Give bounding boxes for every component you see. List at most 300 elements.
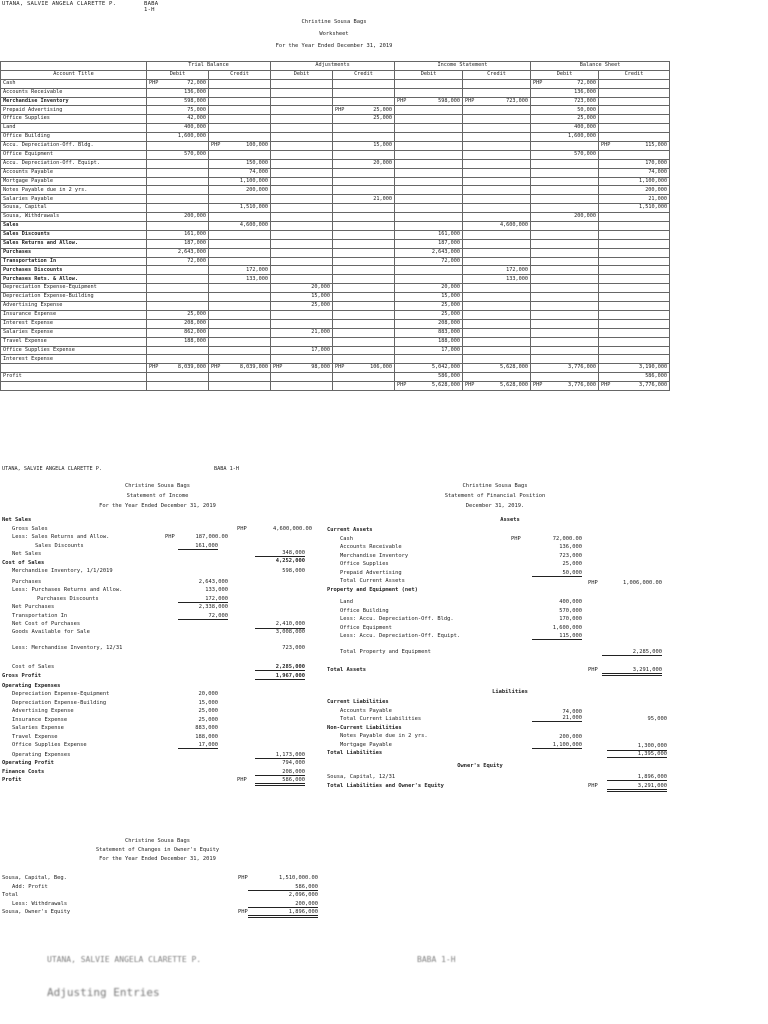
amount-cell xyxy=(209,266,271,275)
amount-cell xyxy=(531,124,599,133)
amount-cell xyxy=(531,79,599,88)
land-value: 400,000 xyxy=(559,599,582,605)
amount-cell xyxy=(209,248,271,257)
amount-value: 15,000 xyxy=(373,142,393,149)
header-group: Income Statement xyxy=(395,62,531,71)
amount-cell xyxy=(271,355,333,364)
worksheet-row xyxy=(1,364,670,373)
amount-value: 570,000 xyxy=(574,151,597,158)
profit-value: 586,000 xyxy=(255,777,305,786)
amount-cell xyxy=(599,346,670,355)
amount-cell xyxy=(271,97,333,106)
amount-cell xyxy=(209,328,271,337)
amount-cell xyxy=(333,230,395,239)
amount-cell xyxy=(271,204,333,213)
worksheet-row xyxy=(1,373,670,382)
section-code: BABA 1-H xyxy=(144,1,159,13)
amount-value: 25,000 xyxy=(441,311,461,318)
amount-cell xyxy=(395,168,463,177)
currency-label: PHP xyxy=(211,364,221,371)
header-debit: Debit xyxy=(271,70,333,79)
add-profit-label: Add: Profit xyxy=(12,883,48,890)
currency-label: PHP xyxy=(601,142,611,149)
amount-cell xyxy=(271,106,333,115)
amount-cell xyxy=(333,142,395,151)
amount-value: 598,000 xyxy=(184,97,206,104)
account-title: Office Supplies Expense xyxy=(1,346,147,355)
amount-cell xyxy=(531,213,599,222)
amount-cell xyxy=(271,222,333,231)
amount-cell xyxy=(209,364,271,373)
account-title: Cash xyxy=(1,79,147,88)
amount-cell xyxy=(395,355,463,364)
amount-value: 5,042,000 xyxy=(431,364,461,371)
account-title: Sousa, Capital xyxy=(1,204,147,213)
amount-value: 25,000 xyxy=(311,302,331,309)
amount-cell xyxy=(333,257,395,266)
amount-cell xyxy=(463,195,531,204)
current-assets-heading: Current Assets xyxy=(327,527,373,533)
amount-cell xyxy=(209,382,271,391)
amount-cell xyxy=(463,88,531,97)
expense-label: Depreciation Expense-Building xyxy=(12,699,107,706)
amount-cell xyxy=(599,88,670,97)
amount-cell xyxy=(147,106,209,115)
amount-cell xyxy=(147,328,209,337)
worksheet-row xyxy=(1,382,670,391)
account-title: Purchases Rets. & Allow. xyxy=(1,275,147,284)
amount-cell xyxy=(395,79,463,88)
add-profit-value: 586,000 xyxy=(248,884,318,891)
amount-cell xyxy=(599,150,670,159)
amount-cell xyxy=(463,186,531,195)
amount-value: 4,600,000 xyxy=(239,222,269,229)
amount-cell xyxy=(271,168,333,177)
tloe-value: 3,291,000 xyxy=(607,783,667,792)
account-title: Sousa, Withdrawals xyxy=(1,213,147,222)
beg-capital-label: Sousa, Capital, Beg. xyxy=(2,875,67,881)
header-debit: Debit xyxy=(147,70,209,79)
amount-cell xyxy=(333,346,395,355)
amount-cell xyxy=(395,346,463,355)
amount-cell xyxy=(147,355,209,364)
assets-heading: Assets xyxy=(500,517,520,523)
expense-label: Depreciation Expense-Equipment xyxy=(12,691,110,697)
purchases-label: Purchases xyxy=(12,578,42,585)
amount-cell xyxy=(333,195,395,204)
account-title: Sales Discounts xyxy=(1,230,147,239)
account-title: Profit xyxy=(1,373,147,382)
worksheet-row xyxy=(1,302,670,311)
expense-label: Insurance Expense xyxy=(12,716,68,723)
expense-label: Salaries Expense xyxy=(12,725,64,731)
amount-cell xyxy=(271,230,333,239)
amount-cell xyxy=(209,159,271,168)
amount-value: 98,000 xyxy=(311,364,331,371)
opex-total-label: Operating Expenses xyxy=(12,751,71,758)
currency-label: PHP xyxy=(397,97,407,104)
amount-cell xyxy=(333,97,395,106)
opex-total-value: 1,173,000 xyxy=(255,752,305,759)
amount-cell xyxy=(147,310,209,319)
amount-cell xyxy=(463,302,531,311)
purchase-discounts-value: 172,000 xyxy=(178,596,228,603)
sales-deductions-value: 348,000 xyxy=(255,550,305,557)
amount-cell xyxy=(147,159,209,168)
currency-label: PHP xyxy=(237,777,247,783)
amount-cell xyxy=(531,373,599,382)
amount-value: 400,000 xyxy=(184,124,206,131)
amount-value: 208,000 xyxy=(184,319,206,326)
amount-cell xyxy=(395,248,463,257)
amount-value: 586,000 xyxy=(438,373,461,380)
amount-value: 17,000 xyxy=(311,346,331,353)
ta-label: Total Assets xyxy=(327,667,366,673)
op-profit-value: 794,000 xyxy=(282,760,305,766)
gross-profit-label: Gross Profit xyxy=(2,673,41,679)
amount-cell xyxy=(209,115,271,124)
transportation-in-label: Transportation In xyxy=(12,612,68,619)
amount-cell xyxy=(333,115,395,124)
cost-of-sales-heading: Cost of Sales xyxy=(2,559,45,566)
currency-label: PHP xyxy=(335,364,345,371)
amount-cell xyxy=(599,364,670,373)
mi-value: 723,000 xyxy=(559,552,582,559)
amount-value: 1,600,000 xyxy=(177,133,206,140)
amount-value: 133,000 xyxy=(246,275,269,282)
amount-cell xyxy=(395,337,463,346)
amount-value: 2,643,000 xyxy=(177,248,206,255)
amount-cell xyxy=(147,177,209,186)
amount-cell xyxy=(209,186,271,195)
amount-cell xyxy=(271,310,333,319)
os-value: 25,000 xyxy=(562,561,582,567)
amount-cell xyxy=(599,373,670,382)
amount-cell xyxy=(271,115,333,124)
amount-cell xyxy=(271,373,333,382)
amount-value: 1,510,000 xyxy=(239,204,269,211)
net-sales-heading: Net Sales xyxy=(2,517,32,523)
amount-cell xyxy=(531,142,599,151)
expense-value: 17,000 xyxy=(178,742,218,749)
amount-cell xyxy=(463,97,531,106)
amount-cell xyxy=(531,266,599,275)
amount-cell xyxy=(271,257,333,266)
amount-cell xyxy=(463,177,531,186)
amount-value: 5,628,000 xyxy=(499,364,529,371)
sales-discounts-label: Sales Discounts xyxy=(35,542,84,549)
amount-cell xyxy=(463,79,531,88)
amount-value: 42,000 xyxy=(187,115,206,122)
net-sales-value: 4,252,000 xyxy=(275,557,305,564)
amount-cell xyxy=(333,328,395,337)
amount-cell xyxy=(531,133,599,142)
currency-label: PHP xyxy=(588,667,598,673)
amount-cell xyxy=(599,177,670,186)
amount-cell xyxy=(271,124,333,133)
account-title: Insurance Expense xyxy=(1,310,147,319)
amount-cell xyxy=(463,355,531,364)
account-title: Advertising Expense xyxy=(1,302,147,311)
amount-cell xyxy=(463,142,531,151)
amount-value: 3,776,000 xyxy=(567,364,597,371)
worksheet-row xyxy=(1,310,670,319)
amount-cell xyxy=(209,79,271,88)
amount-cell xyxy=(599,133,670,142)
page-header xyxy=(2,1,159,13)
amount-cell xyxy=(599,142,670,151)
amount-cell xyxy=(271,346,333,355)
amount-value: 723,000 xyxy=(574,97,597,104)
amount-cell xyxy=(463,266,531,275)
net-purchases-value: 2,338,000 xyxy=(198,604,228,610)
amount-value: 4,600,000 xyxy=(499,222,529,229)
amount-cell xyxy=(333,159,395,168)
amount-cell xyxy=(395,284,463,293)
worksheet-title: Worksheet xyxy=(319,31,349,37)
sales-returns-value: 187,000.00 xyxy=(195,534,228,540)
amount-cell xyxy=(395,177,463,186)
amount-value: 115,000 xyxy=(645,142,668,149)
worksheet-row xyxy=(1,79,670,88)
amount-cell xyxy=(333,204,395,213)
amount-cell xyxy=(599,355,670,364)
amount-cell xyxy=(147,337,209,346)
amount-cell xyxy=(147,346,209,355)
amount-cell xyxy=(333,124,395,133)
amount-value: 883,000 xyxy=(438,328,461,335)
amount-cell xyxy=(463,337,531,346)
amount-cell xyxy=(531,382,599,391)
amount-value: 8,039,000 xyxy=(177,364,206,371)
header-group: Balance Sheet xyxy=(531,62,670,71)
amount-cell xyxy=(599,310,670,319)
amount-value: 25,000 xyxy=(373,106,393,113)
amount-cell xyxy=(271,302,333,311)
amount-cell xyxy=(463,275,531,284)
worksheet-row xyxy=(1,222,670,231)
expense-label: Advertising Expense xyxy=(12,708,74,714)
amount-value: 1,510,000 xyxy=(638,204,668,211)
amount-cell xyxy=(531,186,599,195)
amount-cell xyxy=(531,293,599,302)
finance-value: 208,000 xyxy=(255,769,305,776)
amount-value: 172,000 xyxy=(506,266,529,273)
gafs-label: Goods Available for Sale xyxy=(12,628,90,635)
currency-label: PHP xyxy=(601,382,611,389)
ob-label: Office Building xyxy=(340,607,389,614)
header-credit: Credit xyxy=(599,70,670,79)
amount-cell xyxy=(271,293,333,302)
amount-cell xyxy=(463,230,531,239)
account-title xyxy=(1,382,147,391)
amount-value: 136,000 xyxy=(184,88,206,95)
amount-cell xyxy=(463,319,531,328)
amount-value: 20,000 xyxy=(441,284,461,291)
amount-cell xyxy=(395,293,463,302)
amount-cell xyxy=(209,373,271,382)
amount-cell xyxy=(599,382,670,391)
currency-label: PHP xyxy=(211,142,221,149)
amount-cell xyxy=(395,310,463,319)
worksheet-row xyxy=(1,328,670,337)
cos-label: Cost of Sales xyxy=(12,663,55,670)
amount-cell xyxy=(333,337,395,346)
capital-value: 1,896,000 xyxy=(607,774,667,781)
amount-cell xyxy=(209,204,271,213)
currency-label: PHP xyxy=(533,79,543,86)
amount-value: 25,000 xyxy=(373,115,393,122)
amount-cell xyxy=(395,257,463,266)
tcl-value: 21,000 xyxy=(532,715,582,722)
account-title: Accounts Receivable xyxy=(1,88,147,97)
worksheet-row xyxy=(1,213,670,222)
amount-cell xyxy=(531,337,599,346)
account-title: Accu. Depreciation-Off. Bldg. xyxy=(1,142,147,151)
amount-cell xyxy=(333,364,395,373)
currency-label: PHP xyxy=(465,382,475,389)
amount-cell xyxy=(531,97,599,106)
amount-cell xyxy=(531,168,599,177)
amount-cell xyxy=(395,328,463,337)
amount-value: 3,190,000 xyxy=(638,364,668,371)
amount-cell xyxy=(271,142,333,151)
amount-cell xyxy=(209,319,271,328)
amount-cell xyxy=(147,266,209,275)
amount-cell xyxy=(599,124,670,133)
amount-cell xyxy=(463,222,531,231)
gross-sales-value: 4,600,000.00 xyxy=(273,525,312,532)
currency-label: PHP xyxy=(588,782,598,789)
worksheet-row xyxy=(1,230,670,239)
next-page-section-code: BABA 1-H xyxy=(417,955,456,964)
amount-value: 74,000 xyxy=(249,168,269,175)
account-title: Mortgage Payable xyxy=(1,177,147,186)
amount-cell xyxy=(147,88,209,97)
header-debit: Debit xyxy=(395,70,463,79)
amount-value: 1,100,000 xyxy=(239,177,269,184)
expense-label: Office Supplies Expense xyxy=(12,742,87,748)
beg-capital-value: 1,510,000.00 xyxy=(279,875,318,881)
tl-value: 1,395,000 xyxy=(607,750,667,758)
less-merch-label: Less: Merchandise Inventory, 12/31 xyxy=(12,645,123,651)
currency-label: PHP xyxy=(588,580,598,586)
expense-value: 188,000 xyxy=(195,733,218,740)
expense-value: 20,000 xyxy=(198,691,218,697)
amount-cell xyxy=(599,337,670,346)
oe-label: Office Equipment xyxy=(340,624,392,631)
amount-value: 723,000 xyxy=(506,97,529,104)
amount-cell xyxy=(333,177,395,186)
amount-cell xyxy=(209,346,271,355)
amount-cell xyxy=(463,257,531,266)
amount-cell xyxy=(147,168,209,177)
account-title xyxy=(1,364,147,373)
ar-label: Accounts Receivable xyxy=(340,544,402,550)
mi-label: Merchandise Inventory xyxy=(340,552,409,559)
amount-cell xyxy=(395,142,463,151)
worksheet-row xyxy=(1,150,670,159)
amount-cell xyxy=(599,302,670,311)
amount-cell xyxy=(209,133,271,142)
amount-cell xyxy=(209,284,271,293)
amount-value: 208,000 xyxy=(438,319,461,326)
mp-label: Mortgage Payable xyxy=(340,741,392,748)
amount-cell xyxy=(395,159,463,168)
account-title: Office Building xyxy=(1,133,147,142)
amount-value: 5,628,000 xyxy=(431,382,461,389)
worksheet-table xyxy=(0,61,670,391)
amount-cell xyxy=(395,222,463,231)
gafs-value: 3,008,000 xyxy=(255,628,305,635)
amount-cell xyxy=(209,257,271,266)
amount-cell xyxy=(395,150,463,159)
amount-cell xyxy=(271,382,333,391)
account-title: Prepaid Advertising xyxy=(1,106,147,115)
amount-cell xyxy=(395,124,463,133)
amount-cell xyxy=(271,275,333,284)
amount-cell xyxy=(209,213,271,222)
amount-cell xyxy=(333,79,395,88)
footer-student-name: UTANA, SALVIE ANGELA CLARETTE P. xyxy=(2,466,102,472)
worksheet-row xyxy=(1,355,670,364)
adoe-value: 115,000 xyxy=(532,633,582,640)
amount-cell xyxy=(463,213,531,222)
amount-value: 8,039,000 xyxy=(239,364,269,371)
amount-cell xyxy=(463,364,531,373)
amount-cell xyxy=(395,106,463,115)
amount-cell xyxy=(395,186,463,195)
amount-value: 862,000 xyxy=(184,328,206,335)
worksheet-row xyxy=(1,204,670,213)
header-group: Adjustments xyxy=(271,62,395,71)
amount-cell xyxy=(271,364,333,373)
worksheet-row xyxy=(1,346,670,355)
adoe-label: Less: Accu. Depreciation-Off. Equipt. xyxy=(340,633,461,639)
amount-cell xyxy=(271,213,333,222)
worksheet-row xyxy=(1,159,670,168)
amount-cell xyxy=(209,302,271,311)
amount-cell xyxy=(531,115,599,124)
student-name: UTANA, SALVIE ANGELA CLARETTE P. xyxy=(2,1,117,7)
amount-cell xyxy=(333,284,395,293)
expense-label: Travel Expense xyxy=(12,733,58,740)
ap-label: Accounts Payable xyxy=(340,707,392,714)
amount-cell xyxy=(463,168,531,177)
account-title: Salaries Expense xyxy=(1,328,147,337)
amount-cell xyxy=(395,239,463,248)
amount-cell xyxy=(463,346,531,355)
amount-cell xyxy=(271,150,333,159)
account-title: Land xyxy=(1,124,147,133)
amount-cell xyxy=(147,284,209,293)
worksheet-row xyxy=(1,186,670,195)
account-title: Travel Expense xyxy=(1,337,147,346)
amount-cell xyxy=(333,133,395,142)
finance-label: Finance Costs xyxy=(2,768,45,775)
amount-cell xyxy=(463,239,531,248)
amount-cell xyxy=(531,302,599,311)
tppe-value: 2,285,000 xyxy=(602,649,662,656)
amount-cell xyxy=(599,79,670,88)
amount-cell xyxy=(599,115,670,124)
amount-cell xyxy=(599,239,670,248)
amount-value: 25,000 xyxy=(577,115,597,122)
tppe-label: Total Property and Equipment xyxy=(340,648,431,655)
merch-inv-label: Merchandise Inventory, 1/1/2019 xyxy=(12,568,113,574)
cash-label: Cash xyxy=(340,535,353,542)
account-title: Accounts Payable xyxy=(1,168,147,177)
